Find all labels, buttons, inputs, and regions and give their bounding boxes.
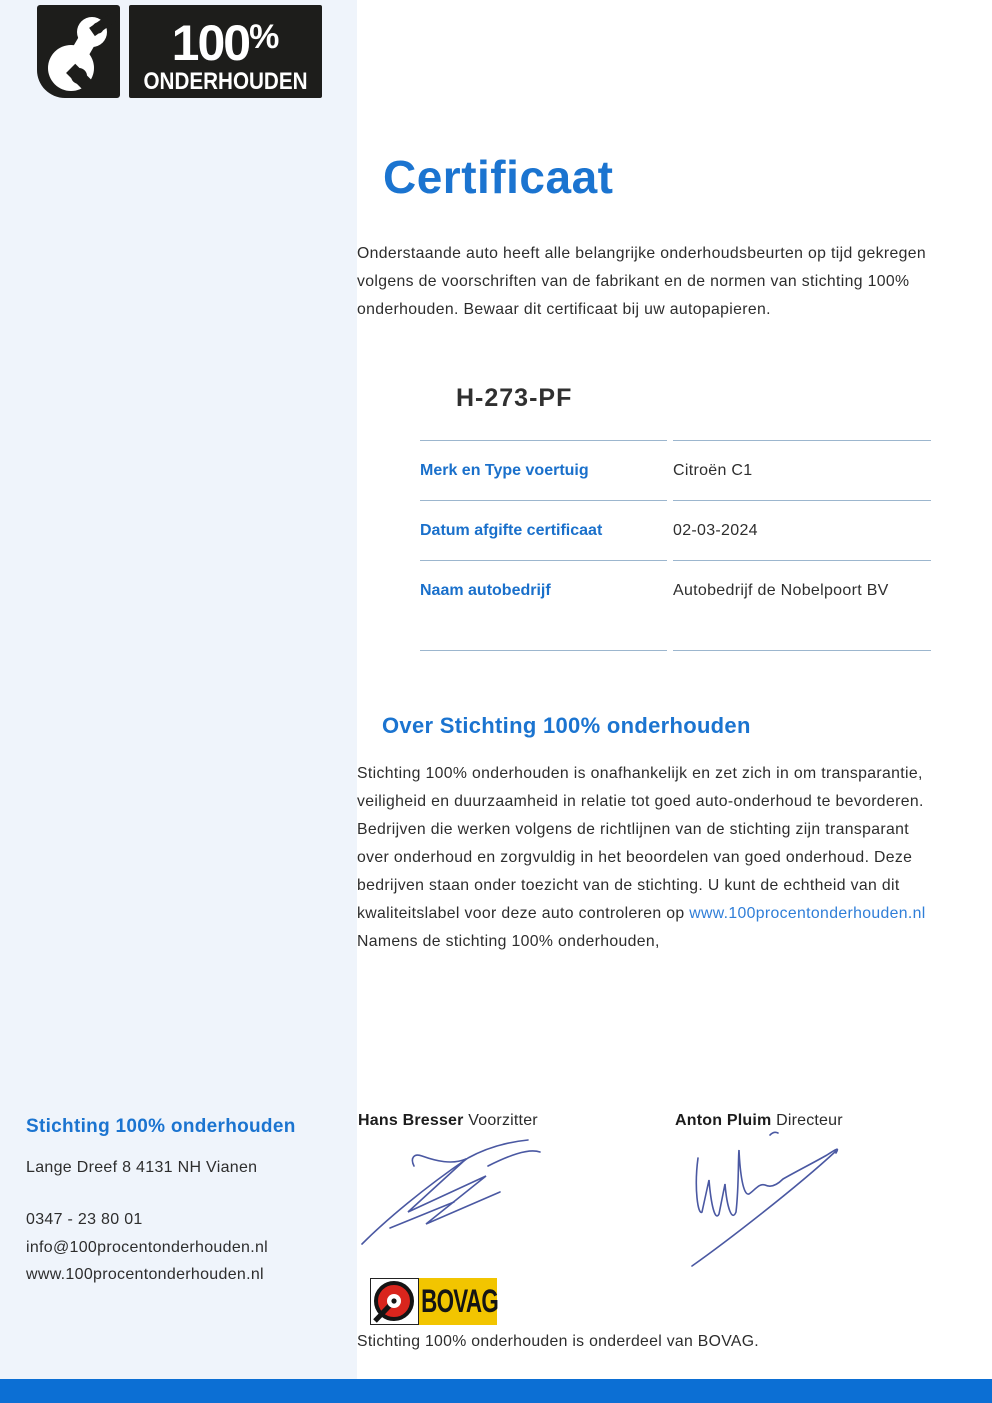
contact-address: Lange Dreef 8 4131 NH Vianen xyxy=(26,1159,258,1176)
text-line: Bedrijven die werken volgens de richtlijnen van de stichting zijn transparant xyxy=(357,821,910,838)
signer-role: Directeur xyxy=(776,1112,843,1129)
footer-bar xyxy=(0,1379,992,1403)
license-plate: H-273-PF xyxy=(456,384,573,412)
signer-role: Voorzitter xyxy=(468,1112,538,1129)
intro-paragraph xyxy=(357,240,926,324)
bovag-wordmark: BOVAG xyxy=(419,1278,497,1325)
table-bottom-rule xyxy=(420,620,931,680)
detail-label: Merk en Type voertuig xyxy=(420,440,667,501)
contact-org-title: Stichting 100% onderhouden xyxy=(26,1116,296,1137)
brand-logo xyxy=(37,5,322,98)
handwritten-signature-icon xyxy=(356,1132,546,1252)
contact-phone: 0347 - 23 80 01 xyxy=(26,1211,143,1228)
bovag-emblem-icon xyxy=(370,1278,419,1325)
about-heading: Over Stichting 100% onderhouden xyxy=(382,713,751,738)
inline-link[interactable]: www.100procentonderhouden.nl xyxy=(689,905,926,922)
text-line: Onderstaande auto heeft alle belangrijke onderhoudsbeurten op tijd gekregen xyxy=(357,245,927,262)
detail-label: Datum afgifte certificaat xyxy=(420,500,667,561)
signer-name: Hans Bresser xyxy=(358,1112,464,1129)
sidebar-panel xyxy=(0,0,357,1403)
detail-value: Autobedrijf de Nobelpoort BV xyxy=(673,560,931,621)
page-title: Certificaat xyxy=(383,151,614,203)
signer-name: Anton Pluim xyxy=(675,1112,772,1129)
text-line: volgens de voorschriften van de fabrikant en de normen van stichting 100% xyxy=(357,273,910,290)
text-line: veiligheid en duurzaamheid in relatie tot goed auto-onderhoud te bevorderen. xyxy=(357,793,924,810)
detail-row xyxy=(420,500,931,560)
signature-block-voorzitter xyxy=(358,1112,538,1130)
bovag-logo xyxy=(370,1278,497,1325)
detail-value: Citroën C1 xyxy=(673,440,931,501)
text-line: onderhouden. Bewaar dit certificaat bij uw autopapieren. xyxy=(357,301,771,318)
detail-label: Naam autobedrijf xyxy=(420,560,667,621)
brand-name: ONDERHOUDEN xyxy=(143,68,308,95)
text-line: Stichting 100% onderhouden is onafhankelijk en zet zich in om transparantie, xyxy=(357,765,923,782)
wrench-icon xyxy=(37,5,120,98)
brand-logo-text xyxy=(129,5,322,98)
detail-value: 02-03-2024 xyxy=(673,500,931,561)
about-paragraph xyxy=(357,760,926,956)
detail-row xyxy=(420,440,931,500)
bovag-note: Stichting 100% onderhouden is onderdeel van BOVAG. xyxy=(357,1333,759,1350)
text-line: bedrijven staan onder toezicht van de stichting. U kunt de echtheid van dit xyxy=(357,877,900,894)
text-line: Namens de stichting 100% onderhouden, xyxy=(357,933,660,950)
contact-email-link[interactable]: info@100procentonderhouden.nl xyxy=(26,1239,269,1256)
handwritten-signature-icon xyxy=(684,1126,854,1271)
details-table xyxy=(420,440,931,680)
contact-website-link[interactable]: www.100procentonderhouden.nl xyxy=(26,1266,264,1283)
brand-percent: 100% xyxy=(171,15,280,71)
detail-row xyxy=(420,560,931,620)
text-line: kwaliteitslabel voor deze auto controleren op www.100procentonderhouden.nl xyxy=(357,905,926,922)
text-line: over onderhoud en zorgvuldig in het beoordelen van goed onderhoud. Deze xyxy=(357,849,913,866)
